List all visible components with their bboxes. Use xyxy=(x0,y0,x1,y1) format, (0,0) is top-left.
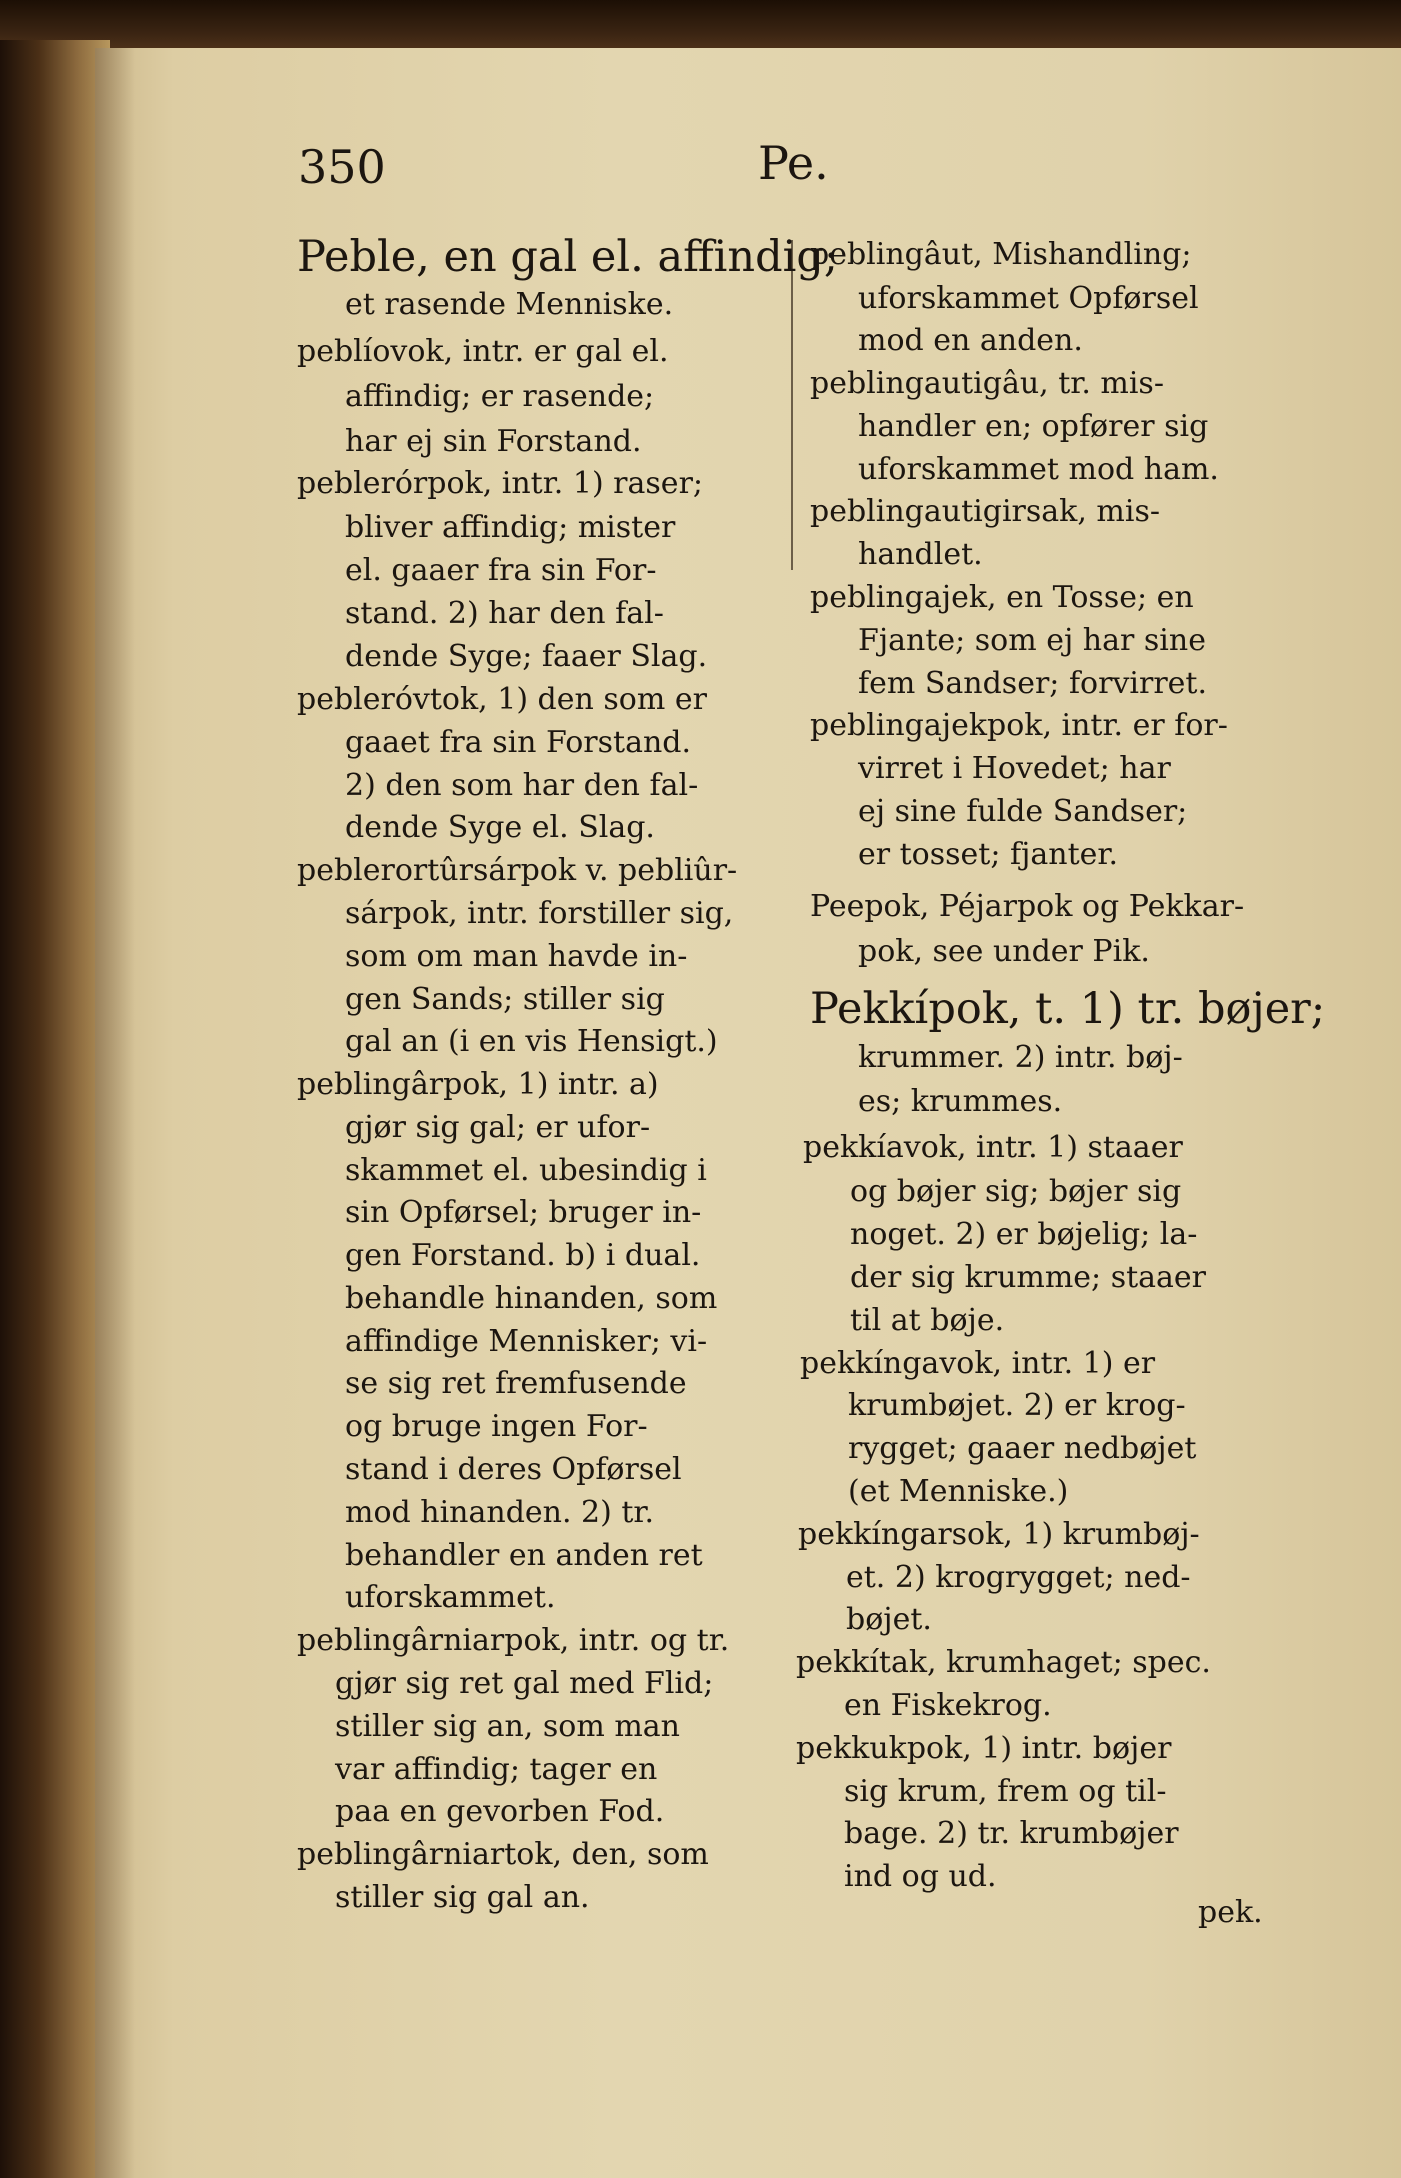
entry-line: uforskammet. xyxy=(345,1580,556,1615)
entry-line: dende Syge el. Slag. xyxy=(345,810,655,845)
entry-line: en Fiskekrog. xyxy=(844,1688,1052,1723)
entry-line: peblingautigâu, tr. mis- xyxy=(810,366,1164,401)
entry-line: handler en; opfører sig xyxy=(858,409,1209,444)
catchword: pek. xyxy=(1198,1895,1263,1930)
entry-line: som om man havde in- xyxy=(345,939,688,974)
entry-line: et. 2) krogrygget; ned- xyxy=(846,1560,1191,1595)
entry-line: paa en gevorben Fod. xyxy=(335,1794,665,1829)
entry-line: peblingajek, en Tosse; en xyxy=(810,580,1194,615)
entry-line: peblíovok, intr. er gal el. xyxy=(297,334,669,369)
entry-line: pekkukpok, 1) intr. bøjer xyxy=(796,1731,1172,1766)
entry-line: gjør sig ret gal med Flid; xyxy=(335,1666,714,1701)
entry-line: bøjet. xyxy=(846,1602,932,1637)
entry-line: krumbøjet. 2) er krog- xyxy=(848,1388,1186,1423)
entry-line: Peble, en gal el. affindig; xyxy=(297,232,839,282)
entry-line: stiller sig gal an. xyxy=(335,1880,590,1915)
column-divider xyxy=(791,240,793,570)
entry-line: uforskammet Opførsel xyxy=(858,281,1199,316)
entry-line: Pekkípok, t. 1) tr. bøjer; xyxy=(810,984,1326,1034)
entry-line: ej sine fulde Sandser; xyxy=(858,794,1188,829)
page-paper xyxy=(95,48,1401,2178)
entry-line: sig krum, frem og til- xyxy=(844,1774,1167,1809)
entry-line: gaaet fra sin Forstand. xyxy=(345,725,692,760)
entry-line: handlet. xyxy=(858,537,983,572)
book-spine-edge xyxy=(0,40,110,2178)
entry-line: uforskammet mod ham. xyxy=(858,452,1219,487)
entry-line: pekkítak, krumhaget; spec. xyxy=(796,1645,1211,1680)
entry-line: peblingâut, Mishandling; xyxy=(810,237,1192,272)
entry-line: og bøjer sig; bøjer sig xyxy=(850,1174,1182,1209)
entry-line: peblerortûrsárpok v. pebliûr- xyxy=(297,853,738,888)
entry-line: og bruge ingen For- xyxy=(345,1409,648,1444)
entry-line: es; krummes. xyxy=(858,1084,1063,1119)
entry-line: skammet el. ubesindig i xyxy=(345,1153,707,1188)
entry-line: krummer. 2) intr. bøj- xyxy=(858,1040,1183,1075)
entry-line: peblingârpok, 1) intr. a) xyxy=(297,1067,659,1102)
entry-line: gal an (i en vis Hensigt.) xyxy=(345,1024,718,1059)
entry-line: stand i deres Opførsel xyxy=(345,1452,682,1487)
entry-line: ind og ud. xyxy=(844,1859,997,1894)
entry-line: er tosset; fjanter. xyxy=(858,837,1118,872)
entry-line: gen Sands; stiller sig xyxy=(345,982,665,1017)
entry-line: behandle hinanden, som xyxy=(345,1281,718,1316)
entry-line: el. gaaer fra sin For- xyxy=(345,553,657,588)
entry-line: var affindig; tager en xyxy=(335,1752,658,1787)
entry-line: peblingârniarpok, intr. og tr. xyxy=(297,1623,730,1658)
entry-line: et rasende Menniske. xyxy=(345,287,674,322)
entry-line: fem Sandser; forvirret. xyxy=(858,666,1208,701)
entry-line: pekkíngarsok, 1) krumbøj- xyxy=(798,1517,1200,1552)
entry-line: behandler en anden ret xyxy=(345,1538,703,1573)
entry-line: sárpok, intr. forstiller sig, xyxy=(345,896,734,931)
entry-line: gjør sig gal; er ufor- xyxy=(345,1110,651,1145)
entry-line: der sig krumme; staaer xyxy=(850,1260,1207,1295)
entry-line: pekkíavok, intr. 1) staaer xyxy=(803,1130,1183,1165)
entry-line: Peepok, Péjarpok og Pekkar- xyxy=(810,889,1245,924)
entry-line: peblingautigirsak, mis- xyxy=(810,494,1160,529)
entry-line: pok, see under Pik. xyxy=(858,934,1150,969)
entry-line: affindige Mennisker; vi- xyxy=(345,1324,708,1359)
entry-line: bliver affindig; mister xyxy=(345,510,676,545)
page-number: 350 xyxy=(298,140,386,194)
entry-line: bage. 2) tr. krumbøjer xyxy=(844,1816,1179,1851)
entry-line: til at bøje. xyxy=(850,1303,1005,1338)
entry-line: 2) den som har den fal- xyxy=(345,768,699,803)
entry-line: mod hinanden. 2) tr. xyxy=(345,1495,655,1530)
entry-line: stiller sig an, som man xyxy=(335,1709,680,1744)
entry-line: pekkíngavok, intr. 1) er xyxy=(800,1346,1156,1381)
entry-line: affindig; er rasende; xyxy=(345,379,655,414)
entry-line: sin Opførsel; bruger in- xyxy=(345,1195,702,1230)
entry-line: Fjante; som ej har sine xyxy=(858,623,1206,658)
entry-line: rygget; gaaer nedbøjet xyxy=(848,1431,1197,1466)
entry-line: mod en anden. xyxy=(858,323,1083,358)
entry-line: se sig ret fremfusende xyxy=(345,1366,687,1401)
entry-line: noget. 2) er bøjelig; la- xyxy=(850,1217,1198,1252)
entry-line: peblingârniartok, den, som xyxy=(297,1837,709,1872)
running-head: Pe. xyxy=(758,136,829,190)
entry-line: gen Forstand. b) i dual. xyxy=(345,1238,701,1273)
entry-line: dende Syge; faaer Slag. xyxy=(345,639,708,674)
entry-line: peblingajekpok, intr. er for- xyxy=(810,708,1228,743)
entry-line: virret i Hovedet; har xyxy=(858,751,1171,786)
entry-line: peblerórpok, intr. 1) raser; xyxy=(297,466,704,501)
entry-line: har ej sin Forstand. xyxy=(345,424,642,459)
entry-line: pebleróvtok, 1) den som er xyxy=(297,682,707,717)
entry-line: (et Menniske.) xyxy=(848,1474,1069,1509)
entry-line: stand. 2) har den fal- xyxy=(345,596,664,631)
page-gutter-shadow xyxy=(95,48,135,2178)
